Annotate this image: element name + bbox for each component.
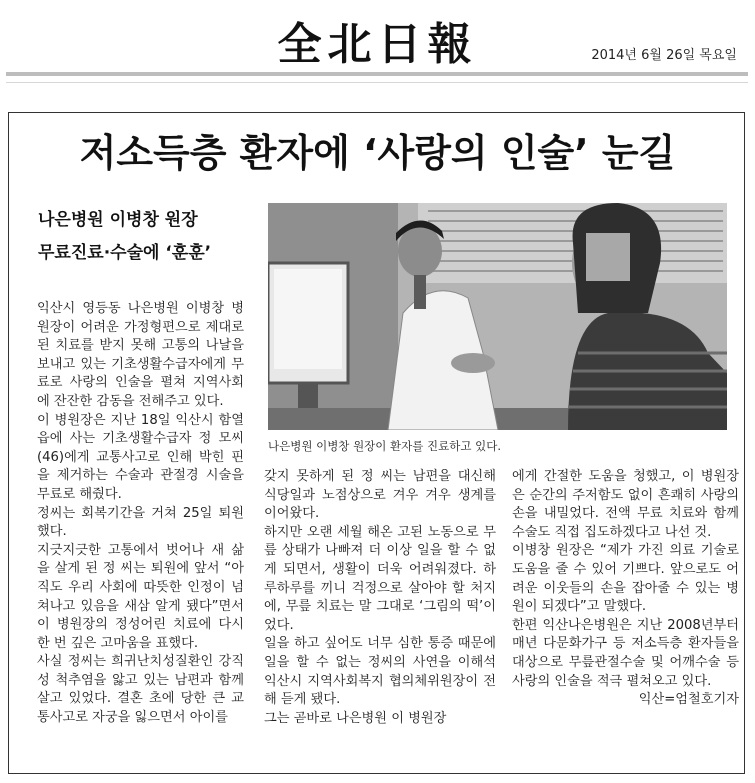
byline: 익산=엄철호기자	[638, 692, 739, 708]
publication-date: 2014년 6월 26일 목요일	[591, 48, 737, 63]
article-subheadlines	[38, 204, 263, 270]
article-column-2	[264, 468, 496, 728]
paragraph: 정씨는 회복기간을 거쳐 25일 퇴원했다.	[37, 505, 244, 540]
paragraph: 그는 곧바로 나은병원 이 병원장	[264, 710, 447, 726]
paragraph: 이병창 원장은 “제가 가진 의료 기술로 도움을 줄 수 있어 기쁘다. 앞으로도 어려운 이웃들의 손을 잡아줄 수 있는 병원이 되겠다”고 말했다.	[512, 543, 739, 615]
masthead	[0, 0, 755, 80]
doctor-patient-photo	[268, 203, 727, 430]
paragraph: 에게 간절한 도움을 청했고, 이 병원장은 순간의 주저함도 없이 흔쾌히 사랑의 손을 내밀었다. 전액 무료 치료와 함께 수술도 직접 집도하겠다고 나선 것.	[512, 469, 739, 540]
article-column-1	[37, 300, 244, 728]
subheadline-1: 나은병원 이병창 원장	[38, 210, 198, 230]
paragraph: 일을 하고 싶어도 너무 심한 통증 때문에 일을 할 수 없는 정씨의 사연을 이해석 익산시 지역사회복지 협의체위원장이 전해 듣게 됐다.	[264, 636, 496, 708]
subheadline-2: 무료진료·수술에 ‘훈훈’	[38, 243, 212, 263]
paragraph: 이 병원장은 지난 18일 익산시 함열읍에 사는 기초생활수급자 정 모씨(46)에게 교통사고로 인해 박힌 핀을 제거하는 수술과 관절경 시술을 무료로 해줬다.	[37, 412, 244, 502]
article-column-3	[512, 468, 739, 710]
paragraph: 지긋지긋한 고통에서 벗어나 새 삶을 살게 된 정 씨는 퇴원에 앞서 “아직도 우리 사회에 따뜻한 인정이 넘쳐나고 있음을 새삼 알게 됐다”면서 이 병원장의 정성어린 치료에 다시 한 번 깊은 고마움을 표했다.	[37, 542, 244, 651]
paragraph: 한편 익산나은병원은 지난 2008년부터 매년 다문화가구 등 저소득층 환자들을 대상으로 무릎관절수술 및 어깨수술 등 사랑의 인술을 적극 펼쳐오고 있다.	[512, 617, 739, 689]
masthead-rule	[6, 72, 748, 76]
masthead-rule-thin	[6, 82, 748, 83]
photo-caption: 나은병원 이병창 원장이 환자를 진료하고 있다.	[268, 439, 502, 453]
article-headline: 저소득층 환자에 ‘사랑의 인술’ 눈길	[79, 131, 676, 175]
paragraph: 익산시 영등동 나은병원 이병창 병원장이 어려운 가정형편으로 제대로 된 치료를 받지 못해 고통의 나날을 보내고 있는 기초생활수급자에게 무료로 사랑의 인술을 펼쳐 지역사회에 잔잔한 감동을 전해주고 있다.	[37, 301, 244, 409]
paragraph: 하지만 오랜 세월 해온 고된 노동으로 무릎 상태가 나빠져 더 이상 일을 할 수 없게 되면서, 생활이 더욱 어려워졌다. 하루하루를 끼니 걱정으로 살아야 할 처지에, 무릎 치료는 말 그대로 ‘그림의 떡’이었다.	[264, 524, 496, 633]
newspaper-title: 全北日報	[277, 19, 478, 70]
article-photo	[268, 203, 727, 430]
paragraph: 사실 정씨는 희귀난치성질환인 강직성 척추염을 앓고 있는 남편과 함께 살고 있었다. 결혼 초에 당한 큰 교통사고로 자궁을 잃으면서 아이를	[37, 654, 244, 726]
paragraph: 갖지 못하게 된 정 씨는 남편을 대신해 식당일과 노점상으로 겨우 겨우 생계를 이어왔다.	[264, 469, 496, 522]
